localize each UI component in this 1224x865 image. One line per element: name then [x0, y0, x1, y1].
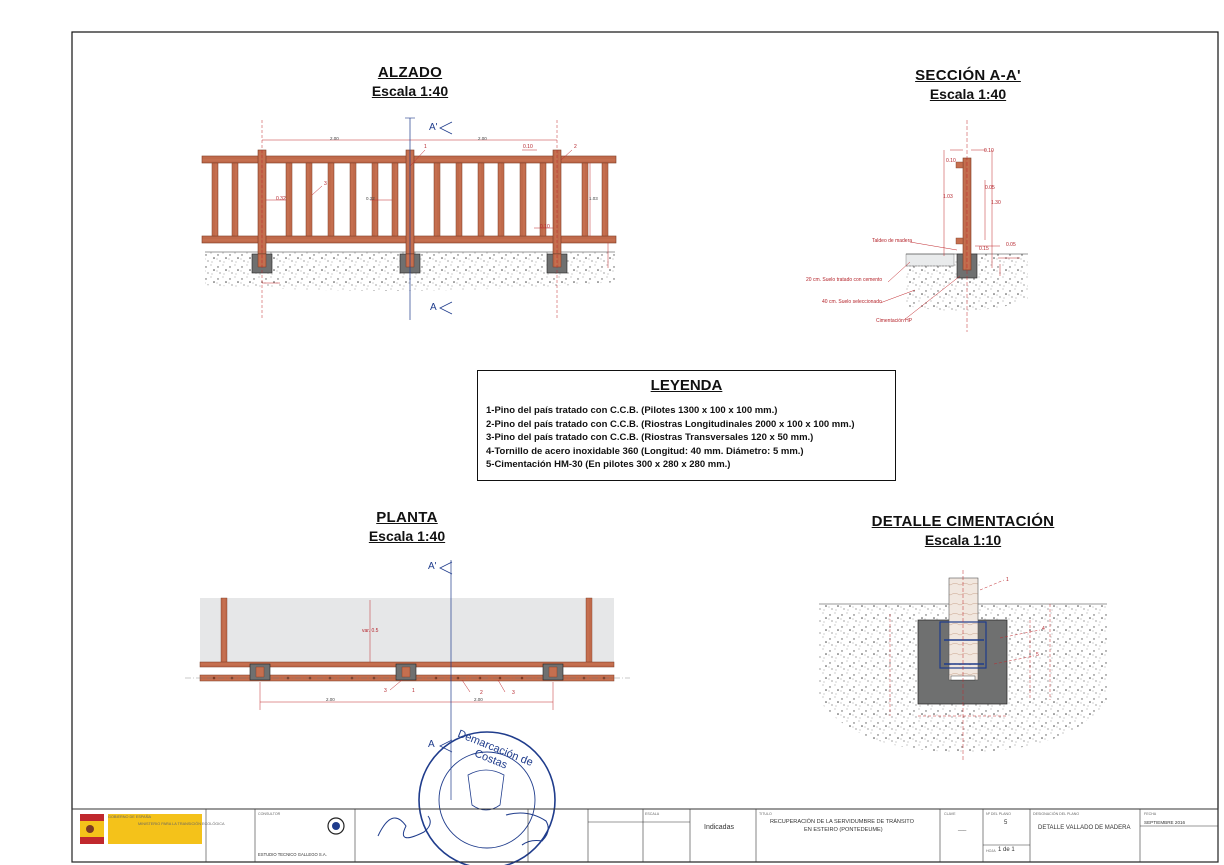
sec-note-1: Taldeo de madera: [872, 238, 913, 244]
legend-title: LEYENDA: [650, 377, 723, 394]
sec-note-2: 20 cm. Suelo tratado con cemento: [806, 277, 883, 283]
seccion-title-group: [898, 67, 1038, 102]
detalle-scale: Escala 1:10: [924, 532, 1002, 548]
stamp-text: Demarcación de Costas: [455, 727, 535, 772]
sec-dim-c: 0.05: [985, 185, 995, 191]
legend-item: 2-Pino del país tratado con C.C.B. (Riostras Longitudinales 2000 x 100 x 100 mm.): [486, 418, 855, 430]
sec-dim-e: 1.30: [991, 200, 1001, 206]
tb-fecha-label: FECHA: [1144, 812, 1157, 816]
det-callout-5: 5: [1036, 652, 1039, 658]
tb-titulo-1: RECUPERACIÓN DE LA SERVIDUMBRE DE TRÁNSITO: [770, 819, 914, 825]
section-mark-bottom: A: [430, 302, 437, 313]
seccion-treated-soil: [906, 254, 954, 266]
planta-drawing: [185, 560, 630, 800]
section-mark-top: A': [429, 122, 438, 133]
title-block: [72, 809, 1218, 862]
tb-hoja: 1 de 1: [998, 847, 1015, 853]
consultor-logo: [328, 818, 344, 834]
alzado-title-group: [350, 64, 470, 99]
section-mark-plan-top: A': [428, 561, 437, 572]
legend-item: 3-Pino del país tratado con C.C.B. (Riostras Transversales 120 x 50 mm.): [486, 432, 814, 443]
dim-gap: 0.10: [523, 144, 533, 150]
sec-dim-b: 0.10: [984, 148, 994, 154]
alzado-title: ALZADO: [377, 64, 443, 81]
plan-callout-3: 3: [384, 688, 387, 694]
sec-dim-d: 1.03: [943, 194, 953, 200]
tb-designacion-label: DESIGNACIÓN DEL PLANO: [1033, 812, 1080, 816]
tb-escala: Indicadas: [704, 824, 734, 831]
det-callout-1: 1: [1006, 577, 1009, 583]
detalle-title: DETALLE CIMENTACIÓN: [871, 513, 1055, 530]
plan-dim-1: 2.00: [326, 697, 335, 702]
tb-plano: 5: [1004, 820, 1008, 826]
seccion-drawing: [880, 120, 1028, 332]
plan-dim-2: 2.00: [474, 697, 483, 702]
planta-title-group: [347, 509, 467, 544]
dim-h2: 1.03: [589, 196, 598, 201]
callout-2: 2: [574, 144, 577, 150]
legend-item: 4-Tornillo de acero inoxidable 360 (Longitud: 40 mm. Diámetro: 5 mm.): [486, 445, 804, 457]
callout-3: 3: [324, 181, 327, 187]
sec-note-3: 40 cm. Suelo seleccionado: [822, 299, 882, 305]
legend-item: 1-Pino del país tratado con C.C.B. (Pilotes 1300 x 100 x 100 mm.): [486, 405, 778, 416]
section-mark-plan-bottom: A: [428, 739, 435, 750]
tb-clave: ___: [958, 826, 967, 832]
seccion-scale: Escala 1:40: [929, 86, 1007, 102]
tb-designacion: DETALLE VALLADO DE MADERA: [1038, 825, 1131, 831]
tb-fecha: SEPTIEMBRE 2016: [1144, 820, 1186, 825]
legend-item: 5-Cimentación HM-30 (En pilotes 300 x 280 x 280 mm.): [486, 459, 731, 470]
sec-dim-g: 0.15: [979, 246, 989, 252]
tb-clave-label: CLAVE: [944, 812, 956, 816]
tb-consultor-label: CONSULTOR: [258, 812, 281, 816]
dim-h1: 0.32: [276, 196, 286, 202]
plan-callout-3b: 3: [512, 690, 515, 696]
planta-area: [200, 598, 614, 664]
dim-span-1: 2.00: [330, 136, 339, 141]
dim-h3: 0.10: [540, 224, 550, 230]
tb-plano-label: Nº DEL PLANO: [986, 812, 1011, 816]
dim-span-2: 2.00: [478, 136, 487, 141]
plan-callout-1: 1: [412, 688, 415, 694]
detalle-drawing: [819, 570, 1107, 760]
legend-list: [486, 404, 895, 472]
legend-box: [477, 370, 896, 481]
planta-scale: Escala 1:40: [368, 528, 446, 544]
sec-dim-f: 0.05: [1006, 242, 1016, 248]
seccion-title: SECCIÓN A-A': [915, 67, 1021, 84]
tb-titulo-label: TITULO: [759, 812, 772, 816]
alzado-scale: Escala 1:40: [371, 83, 449, 99]
tb-consultor: ESTUDIO TECNICO GALLEGO S.A.: [258, 852, 327, 857]
sec-note-4: Cimentación HP: [876, 318, 913, 324]
alzado-drawing: [202, 118, 616, 320]
callout-1: 1: [424, 144, 427, 150]
det-callout-4: 4: [1042, 626, 1045, 632]
plan-callout-2: 2: [480, 690, 483, 696]
sec-dim-a: 0.10: [946, 158, 956, 164]
planta-title: PLANTA: [376, 509, 438, 526]
tb-hoja-label: HOJA: [986, 849, 996, 853]
plan-dim-w: var. 0.5: [362, 628, 379, 634]
dim-h1b: 0.32: [366, 196, 375, 201]
tb-gobierno: GOBIERNO DE ESPAÑA: [108, 815, 151, 819]
tb-escala-label: ESCALA: [645, 812, 660, 816]
tb-titulo-2: EN ESTEIRO (PONTEDEUME): [804, 827, 883, 833]
tb-ministerio: MINISTERIO PARA LA TRANSICIÓN ECOLÓGICA: [138, 822, 225, 826]
detalle-title-group: [858, 513, 1068, 548]
